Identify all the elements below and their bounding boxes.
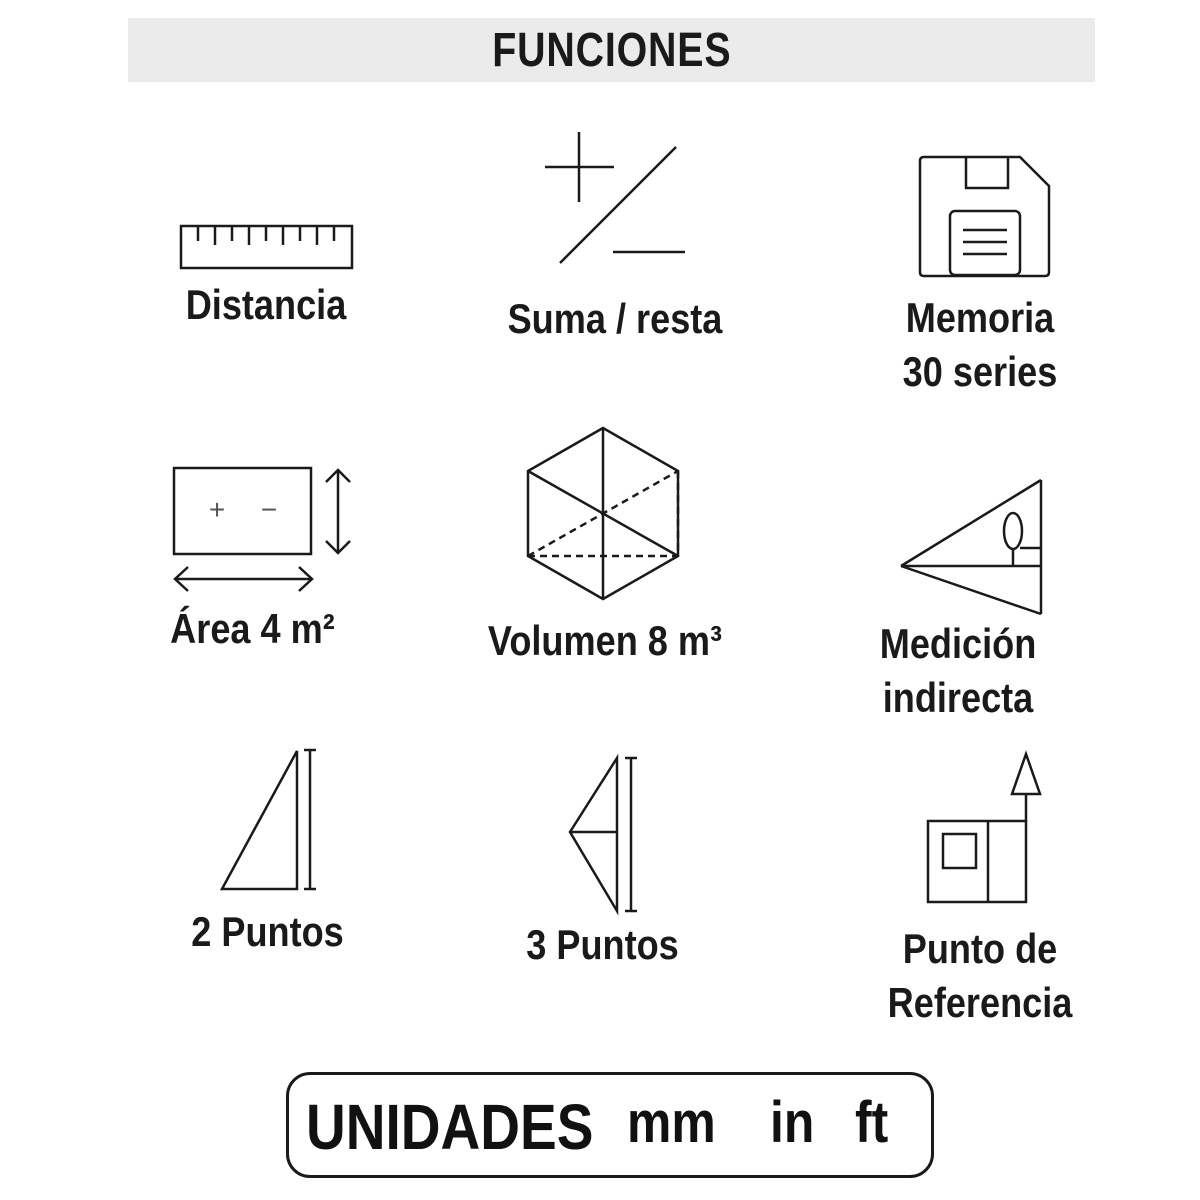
function-label-2-puntos: 2 Puntos <box>191 908 344 955</box>
page-title: FUNCIONES <box>491 23 732 77</box>
minus-sign: − <box>260 494 278 525</box>
units-label: UNIDADES <box>306 1091 594 1163</box>
function-label-suma-resta: Suma / resta <box>507 295 723 342</box>
function-label-medicion-indirecta: Medición indirecta <box>879 620 1037 721</box>
unit-mm: mm <box>627 1090 716 1155</box>
unit-ft: ft <box>855 1090 889 1155</box>
plus-sign: + <box>208 494 226 525</box>
function-label-punto-referencia: Punto de Referencia <box>887 925 1073 1026</box>
plus-minus-icon <box>543 132 687 266</box>
reference-point-icon <box>926 752 1046 904</box>
header-bar <box>128 18 1095 82</box>
three-points-triangle-icon <box>567 756 640 914</box>
area-rectangle-icon <box>172 465 354 595</box>
unit-in: in <box>770 1090 815 1155</box>
ruler-icon <box>180 225 353 269</box>
volume-cube-icon <box>526 427 680 601</box>
function-label-distancia: Distancia <box>185 281 347 328</box>
function-label-volumen: Volumen 8 m³ <box>487 617 723 664</box>
indirect-measurement-icon <box>898 478 1044 616</box>
function-label-memoria: Memoria 30 series <box>902 294 1058 395</box>
function-label-3-puntos: 3 Puntos <box>526 921 679 968</box>
two-points-triangle-icon <box>220 748 318 892</box>
floppy-disk-icon <box>918 156 1051 278</box>
function-label-area: Área 4 m² <box>170 605 335 652</box>
